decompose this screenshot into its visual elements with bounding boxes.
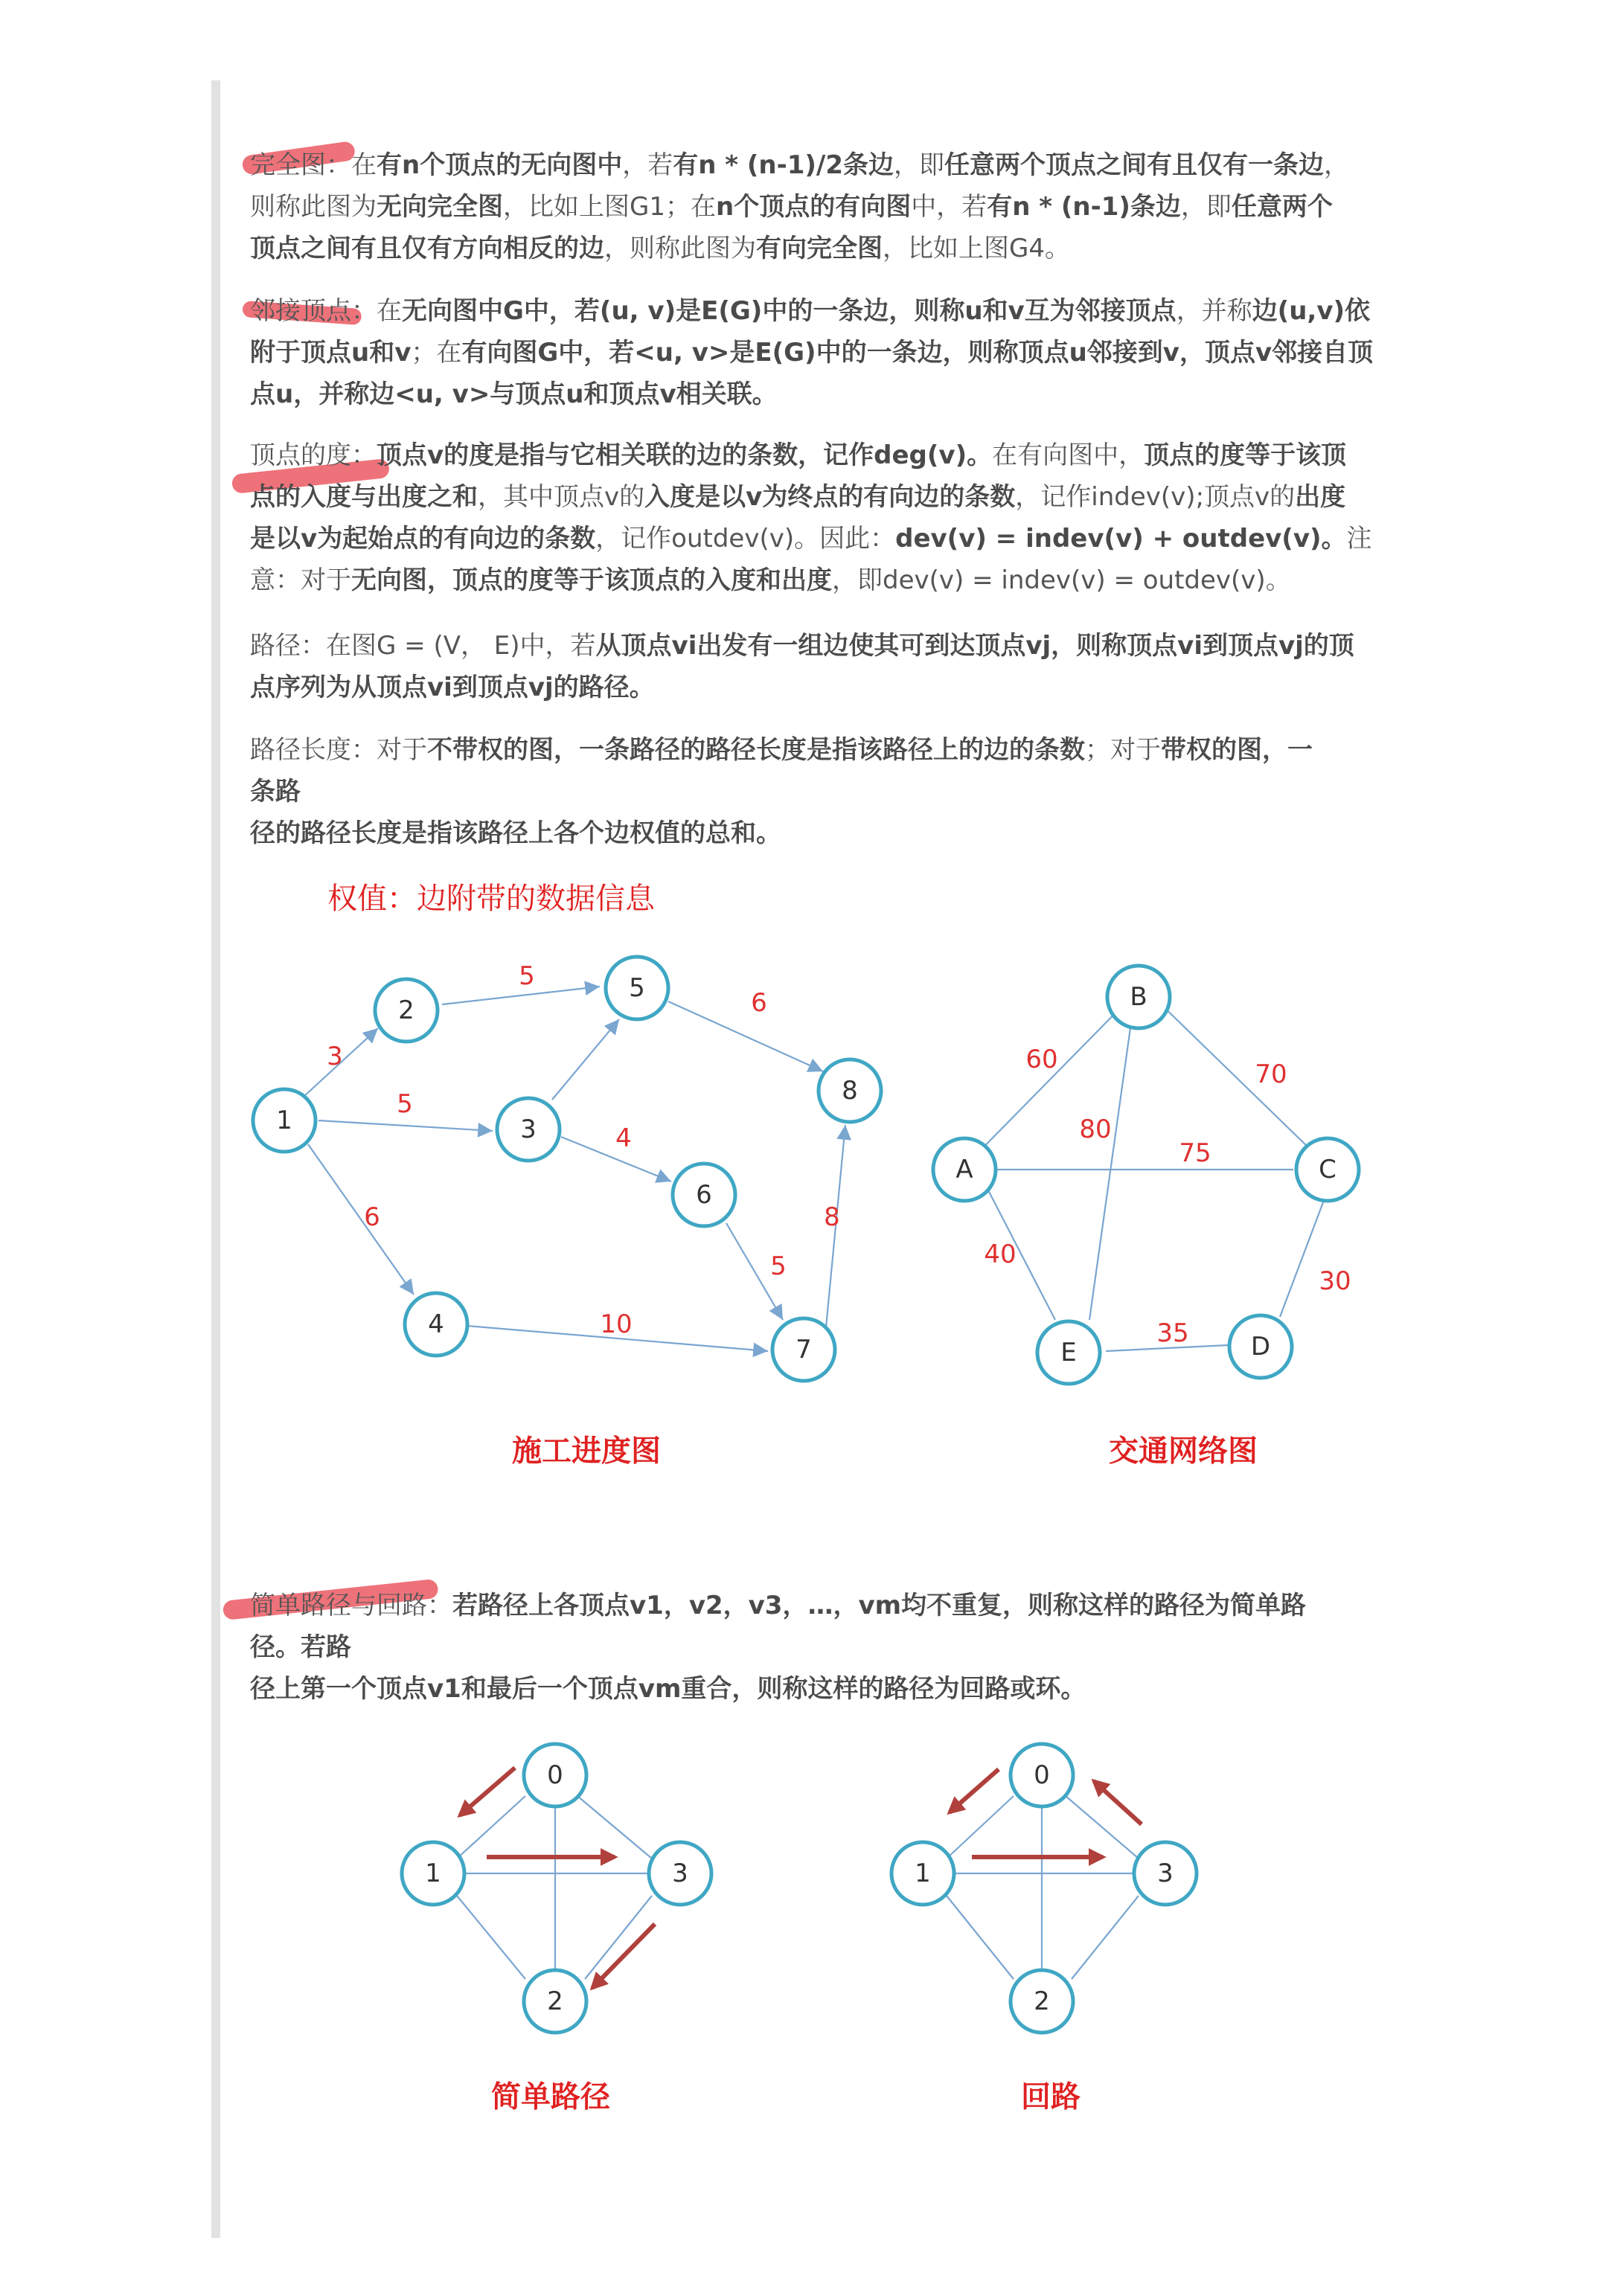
edge-sp-0-3	[577, 1796, 652, 1859]
edge-cy-1-2	[947, 1896, 1014, 1979]
node-3	[497, 1098, 560, 1161]
bold-text: 顶点之间有且仅有方向相反的边	[250, 234, 604, 263]
weight-3-6: 4	[615, 1123, 632, 1153]
node-2	[375, 979, 438, 1042]
node-E	[1037, 1321, 1100, 1384]
bold-text: 从顶点vi出发有一组边使其可到达顶点vj，则称顶点vi到顶点vj的顶	[595, 631, 1354, 661]
text: ，记作outdev(v)。因此：	[595, 524, 896, 554]
weights-title: 权值：边附带的数据信息	[327, 882, 655, 916]
text: 中，若	[911, 192, 987, 222]
bold-text: 点u，并称边<u, v>与顶点u和顶点v相关联。	[250, 379, 778, 409]
bold-text: 条路	[250, 777, 301, 807]
node-D	[1229, 1315, 1292, 1378]
bold-text: 有向完全图	[756, 234, 883, 263]
edge-cy-3-2	[1072, 1896, 1139, 1979]
text: ，即dev(v) = indev(v) = outdev(v)。	[832, 565, 1291, 595]
svg-text:3: 3	[1157, 1859, 1174, 1888]
traffic-graph-nodes	[933, 966, 1359, 1384]
text: 路径长度：对于	[250, 735, 427, 765]
edge-1-4	[308, 1144, 414, 1295]
arrow-sp-0-1	[460, 1768, 515, 1815]
bold-text: 无向图中G中，若(u, v)是E(G)中的一条边，则称u和v互为邻接顶点	[402, 296, 1177, 326]
arrow-cy-3-0	[1094, 1781, 1142, 1824]
text: ，即	[894, 150, 945, 180]
simple-path-graph-nodes	[402, 1744, 711, 2033]
svg-text:D: D	[1250, 1332, 1271, 1362]
node-C	[1296, 1138, 1359, 1201]
text: ，则称此图为	[604, 234, 756, 263]
node-8	[819, 1059, 881, 1122]
bold-text: 出度	[1295, 482, 1346, 512]
node-A	[933, 1138, 996, 1201]
text: 意：对于	[250, 565, 351, 595]
weight-A-C: 75	[1179, 1138, 1211, 1168]
node-cy-1	[891, 1842, 954, 1905]
node-6	[673, 1164, 735, 1226]
text: ；对于	[1085, 735, 1161, 765]
weight-5-8: 6	[751, 988, 767, 1018]
svg-text:6: 6	[696, 1180, 712, 1210]
svg-text:0: 0	[1034, 1760, 1050, 1790]
bold-text: n个顶点的有向图	[715, 192, 912, 222]
svg-text:A: A	[955, 1155, 973, 1184]
weight-1-2: 3	[327, 1042, 343, 1071]
edge-B-E	[1089, 1001, 1134, 1320]
text: 完全图	[250, 150, 326, 180]
bold-text: 入度是以v为终点的有向边的条数	[644, 482, 1016, 512]
weight-A-B: 60	[1025, 1045, 1058, 1074]
bold-text: 径的路径长度是指该路径上各个边权值的总和。	[250, 818, 781, 848]
bold-text: 有n * (n-1)/2条边	[673, 150, 894, 180]
bold-text: 若路径上各顶点v1，v2，v3，…，vm均不重复，则称这样的路径为简单路	[452, 1591, 1307, 1620]
weight-6-7: 5	[770, 1251, 787, 1281]
bold-text: 无向完全图	[377, 192, 503, 222]
text: ，比如上图G4。	[883, 234, 1070, 263]
text: ：在	[326, 150, 377, 180]
weight-B-E: 80	[1079, 1115, 1112, 1144]
text: 邻接顶点	[250, 296, 351, 326]
svg-text:2: 2	[398, 995, 414, 1025]
text: ：	[427, 1591, 452, 1620]
text: 路径：在图G = (V， E)中，若	[250, 631, 596, 661]
edge-5-8	[668, 1001, 823, 1071]
node-sp-2	[524, 1970, 586, 2033]
caption-traffic-graph: 交通网络图	[1109, 1433, 1258, 1469]
bold-text: dev(v) = indev(v) + outdev(v)。	[895, 524, 1347, 554]
bold-text: 径上第一个顶点v1和最后一个顶点vm重合，则称这样的路径为回路或环。	[250, 1674, 1086, 1704]
svg-text:2: 2	[547, 1986, 563, 2016]
edge-sp-0-1	[457, 1796, 525, 1859]
bold-text: 带权的图，一	[1161, 735, 1313, 765]
text: ，比如上图G1；在	[503, 192, 716, 222]
text: ，即	[1180, 192, 1232, 222]
caption-construction-graph: 施工进度图	[512, 1433, 661, 1469]
node-4	[405, 1293, 467, 1356]
text: ，并称	[1176, 296, 1252, 326]
weight-7-8: 8	[824, 1202, 840, 1232]
text: ，其中顶点v的	[478, 482, 645, 512]
edge-sp-1-2	[457, 1896, 525, 1979]
node-7	[772, 1318, 835, 1381]
bold-text: 任意两个顶点之间有且仅有一条边	[944, 150, 1325, 180]
text: 简单路径与回路	[250, 1591, 427, 1620]
cycle-graph-edges	[947, 1796, 1139, 1979]
text: 在有向图中，	[992, 440, 1145, 470]
bold-text: 有向图G中，若<u, v>是E(G)中的一条边，则称顶点u邻接到v，顶点v邻接自顶	[461, 338, 1374, 368]
text: 注	[1346, 524, 1372, 554]
svg-text:3: 3	[520, 1115, 537, 1144]
text: ，	[1324, 150, 1350, 180]
bold-text: 附于顶点u和v	[250, 338, 412, 368]
text: ：在	[351, 296, 402, 326]
text: ，若	[622, 150, 673, 180]
bold-text: 无向图，顶点的度等于该顶点的入度和出度	[351, 565, 832, 595]
weight-1-3: 5	[397, 1089, 413, 1119]
weight-C-D: 30	[1319, 1266, 1351, 1296]
weight-2-5: 5	[519, 961, 535, 991]
node-cy-2	[1011, 1970, 1073, 2033]
svg-text:B: B	[1130, 982, 1147, 1012]
bold-text: 点的入度与出度之和	[250, 482, 478, 512]
bold-text: 顶点的度等于该顶	[1144, 440, 1347, 470]
weight-A-E: 40	[984, 1240, 1017, 1269]
text: ：	[351, 440, 377, 470]
caption-cycle: 回路	[1021, 2079, 1081, 2114]
simple-path-graph-edges	[457, 1796, 652, 1979]
svg-text:2: 2	[1034, 1986, 1050, 2016]
svg-text:7: 7	[796, 1335, 812, 1365]
edge-3-5	[552, 1019, 619, 1100]
weight-1-4: 6	[364, 1202, 380, 1232]
weight-B-C: 70	[1255, 1059, 1287, 1089]
text: ，记作indev(v);顶点v的	[1015, 482, 1296, 512]
construction-graph-nodes	[253, 957, 881, 1381]
node-cy-0	[1011, 1744, 1073, 1806]
svg-text:3: 3	[672, 1859, 688, 1888]
bold-text: 径。若路	[250, 1632, 351, 1662]
bold-text: 顶点v的度是指与它相关联的边的条数，记作deg(v)。	[377, 440, 993, 470]
edge-1-3	[318, 1120, 493, 1131]
svg-text:5: 5	[629, 973, 645, 1003]
text: 顶点的度	[250, 440, 351, 470]
arrow-sp-3-2	[592, 1924, 655, 1988]
svg-text:1: 1	[915, 1859, 931, 1888]
bold-text: 任意两个	[1231, 192, 1333, 222]
node-5	[606, 957, 668, 1019]
bold-text: 点序列为从顶点vi到顶点vj的路径。	[250, 673, 655, 702]
bold-text: 有n个顶点的无向图中	[377, 150, 623, 180]
edge-C-D	[1280, 1202, 1323, 1317]
node-cy-3	[1134, 1842, 1197, 1905]
edge-cy-0-3	[1066, 1796, 1139, 1859]
arrow-cy-0-1	[950, 1769, 999, 1812]
bold-text: 是以v为起始点的有向边的条数	[250, 524, 596, 554]
bold-text: 边(u,v)依	[1252, 296, 1371, 326]
bold-text: 有n * (n-1)条边	[987, 192, 1181, 222]
caption-simple-path: 简单路径	[491, 2079, 610, 2114]
svg-text:1: 1	[425, 1859, 441, 1888]
node-sp-1	[402, 1842, 464, 1905]
text: ；在	[411, 338, 462, 368]
svg-text:8: 8	[842, 1076, 858, 1106]
svg-text:4: 4	[428, 1309, 444, 1339]
bold-text: 不带权的图，一条路径的路径长度是指该路径上的边的条数	[427, 735, 1085, 765]
cycle-graph-nodes	[891, 1744, 1197, 2033]
node-sp-0	[524, 1744, 586, 1806]
weight-E-D: 35	[1156, 1318, 1189, 1348]
svg-text:1: 1	[276, 1106, 292, 1135]
weight-4-7: 10	[600, 1309, 633, 1339]
traffic-graph-edges	[964, 995, 1323, 1351]
svg-text:C: C	[1319, 1155, 1337, 1184]
svg-text:0: 0	[547, 1760, 563, 1790]
node-sp-3	[649, 1842, 711, 1905]
construction-graph-edges	[304, 987, 845, 1351]
svg-text:E: E	[1060, 1338, 1077, 1367]
node-B	[1107, 966, 1170, 1028]
node-1	[253, 1089, 316, 1152]
text: 则称此图为	[250, 192, 377, 222]
